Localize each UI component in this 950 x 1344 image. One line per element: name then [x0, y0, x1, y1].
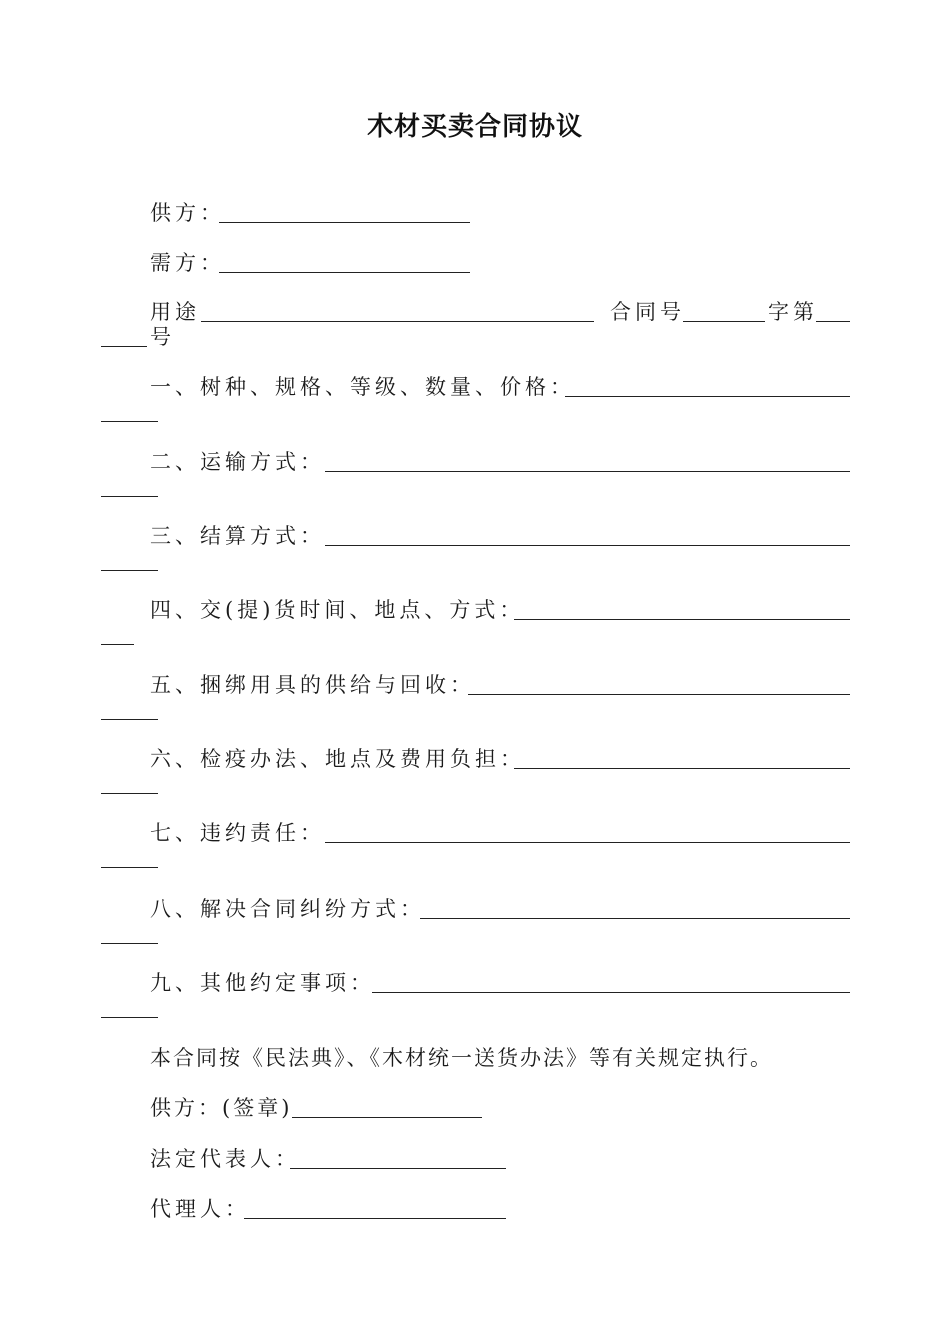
legal-rep-blank[interactable] [290, 1168, 506, 1169]
clause-6-blank-cont[interactable] [101, 793, 158, 794]
clause-1-label: 一、树种、规格、等级、数量、价格： [150, 375, 575, 399]
clause-1-blank[interactable] [565, 396, 850, 397]
signature-supplier-label: 供方：(签章) [150, 1096, 293, 1120]
legal-basis-text: 本合同按《民法典》、《木材统一送货办法》等有关规定执行。 [150, 1046, 773, 1070]
clause-8-blank[interactable] [420, 918, 850, 919]
contract-no-blank[interactable] [683, 321, 765, 322]
buyer-label: 需方： [150, 251, 225, 275]
zi-di-blank[interactable] [816, 321, 850, 322]
contract-no-label: 合同号 [610, 300, 685, 324]
clause-4-blank[interactable] [514, 619, 850, 620]
purpose-blank[interactable] [201, 321, 594, 322]
clause-5-blank-cont[interactable] [101, 719, 158, 720]
clause-2-blank-cont[interactable] [101, 496, 158, 497]
legal-rep-label: 法定代表人： [150, 1147, 300, 1171]
agent-label: 代理人： [150, 1197, 250, 1221]
zi-di-blank-cont[interactable] [101, 346, 147, 347]
zi-di-label: 字第 [768, 300, 818, 324]
clause-5-blank[interactable] [468, 694, 850, 695]
clause-9-blank-cont[interactable] [101, 1017, 158, 1018]
document-title: 木材买卖合同协议 [366, 112, 583, 142]
clause-2-label: 二、运输方式： [150, 450, 325, 474]
hao-label: 号 [150, 325, 175, 349]
signature-supplier-blank[interactable] [292, 1117, 482, 1118]
clause-7-label: 七、违约责任： [150, 821, 325, 845]
clause-4-label: 四、交(提)货时间、地点、方式： [150, 598, 525, 622]
purpose-label: 用途 [150, 300, 200, 324]
clause-9-label: 九、其他约定事项： [150, 971, 375, 995]
clause-7-blank-cont[interactable] [101, 867, 158, 868]
clause-8-blank-cont[interactable] [101, 943, 158, 944]
clause-5-label: 五、捆绑用具的供给与回收： [150, 673, 475, 697]
clause-8-label: 八、解决合同纠纷方式： [150, 897, 425, 921]
clause-9-blank[interactable] [372, 992, 850, 993]
supplier-blank[interactable] [219, 222, 470, 223]
clause-6-label: 六、检疫办法、地点及费用负担： [150, 747, 525, 771]
buyer-blank[interactable] [219, 272, 470, 273]
clause-2-blank[interactable] [325, 471, 850, 472]
clause-4-blank-cont[interactable] [101, 644, 134, 645]
clause-6-blank[interactable] [514, 768, 850, 769]
clause-3-blank-cont[interactable] [101, 570, 158, 571]
clause-3-blank[interactable] [325, 545, 850, 546]
clause-1-blank-cont[interactable] [101, 421, 158, 422]
supplier-label: 供方： [150, 201, 225, 225]
agent-blank[interactable] [244, 1218, 506, 1219]
clause-7-blank[interactable] [325, 842, 850, 843]
clause-3-label: 三、结算方式： [150, 524, 325, 548]
